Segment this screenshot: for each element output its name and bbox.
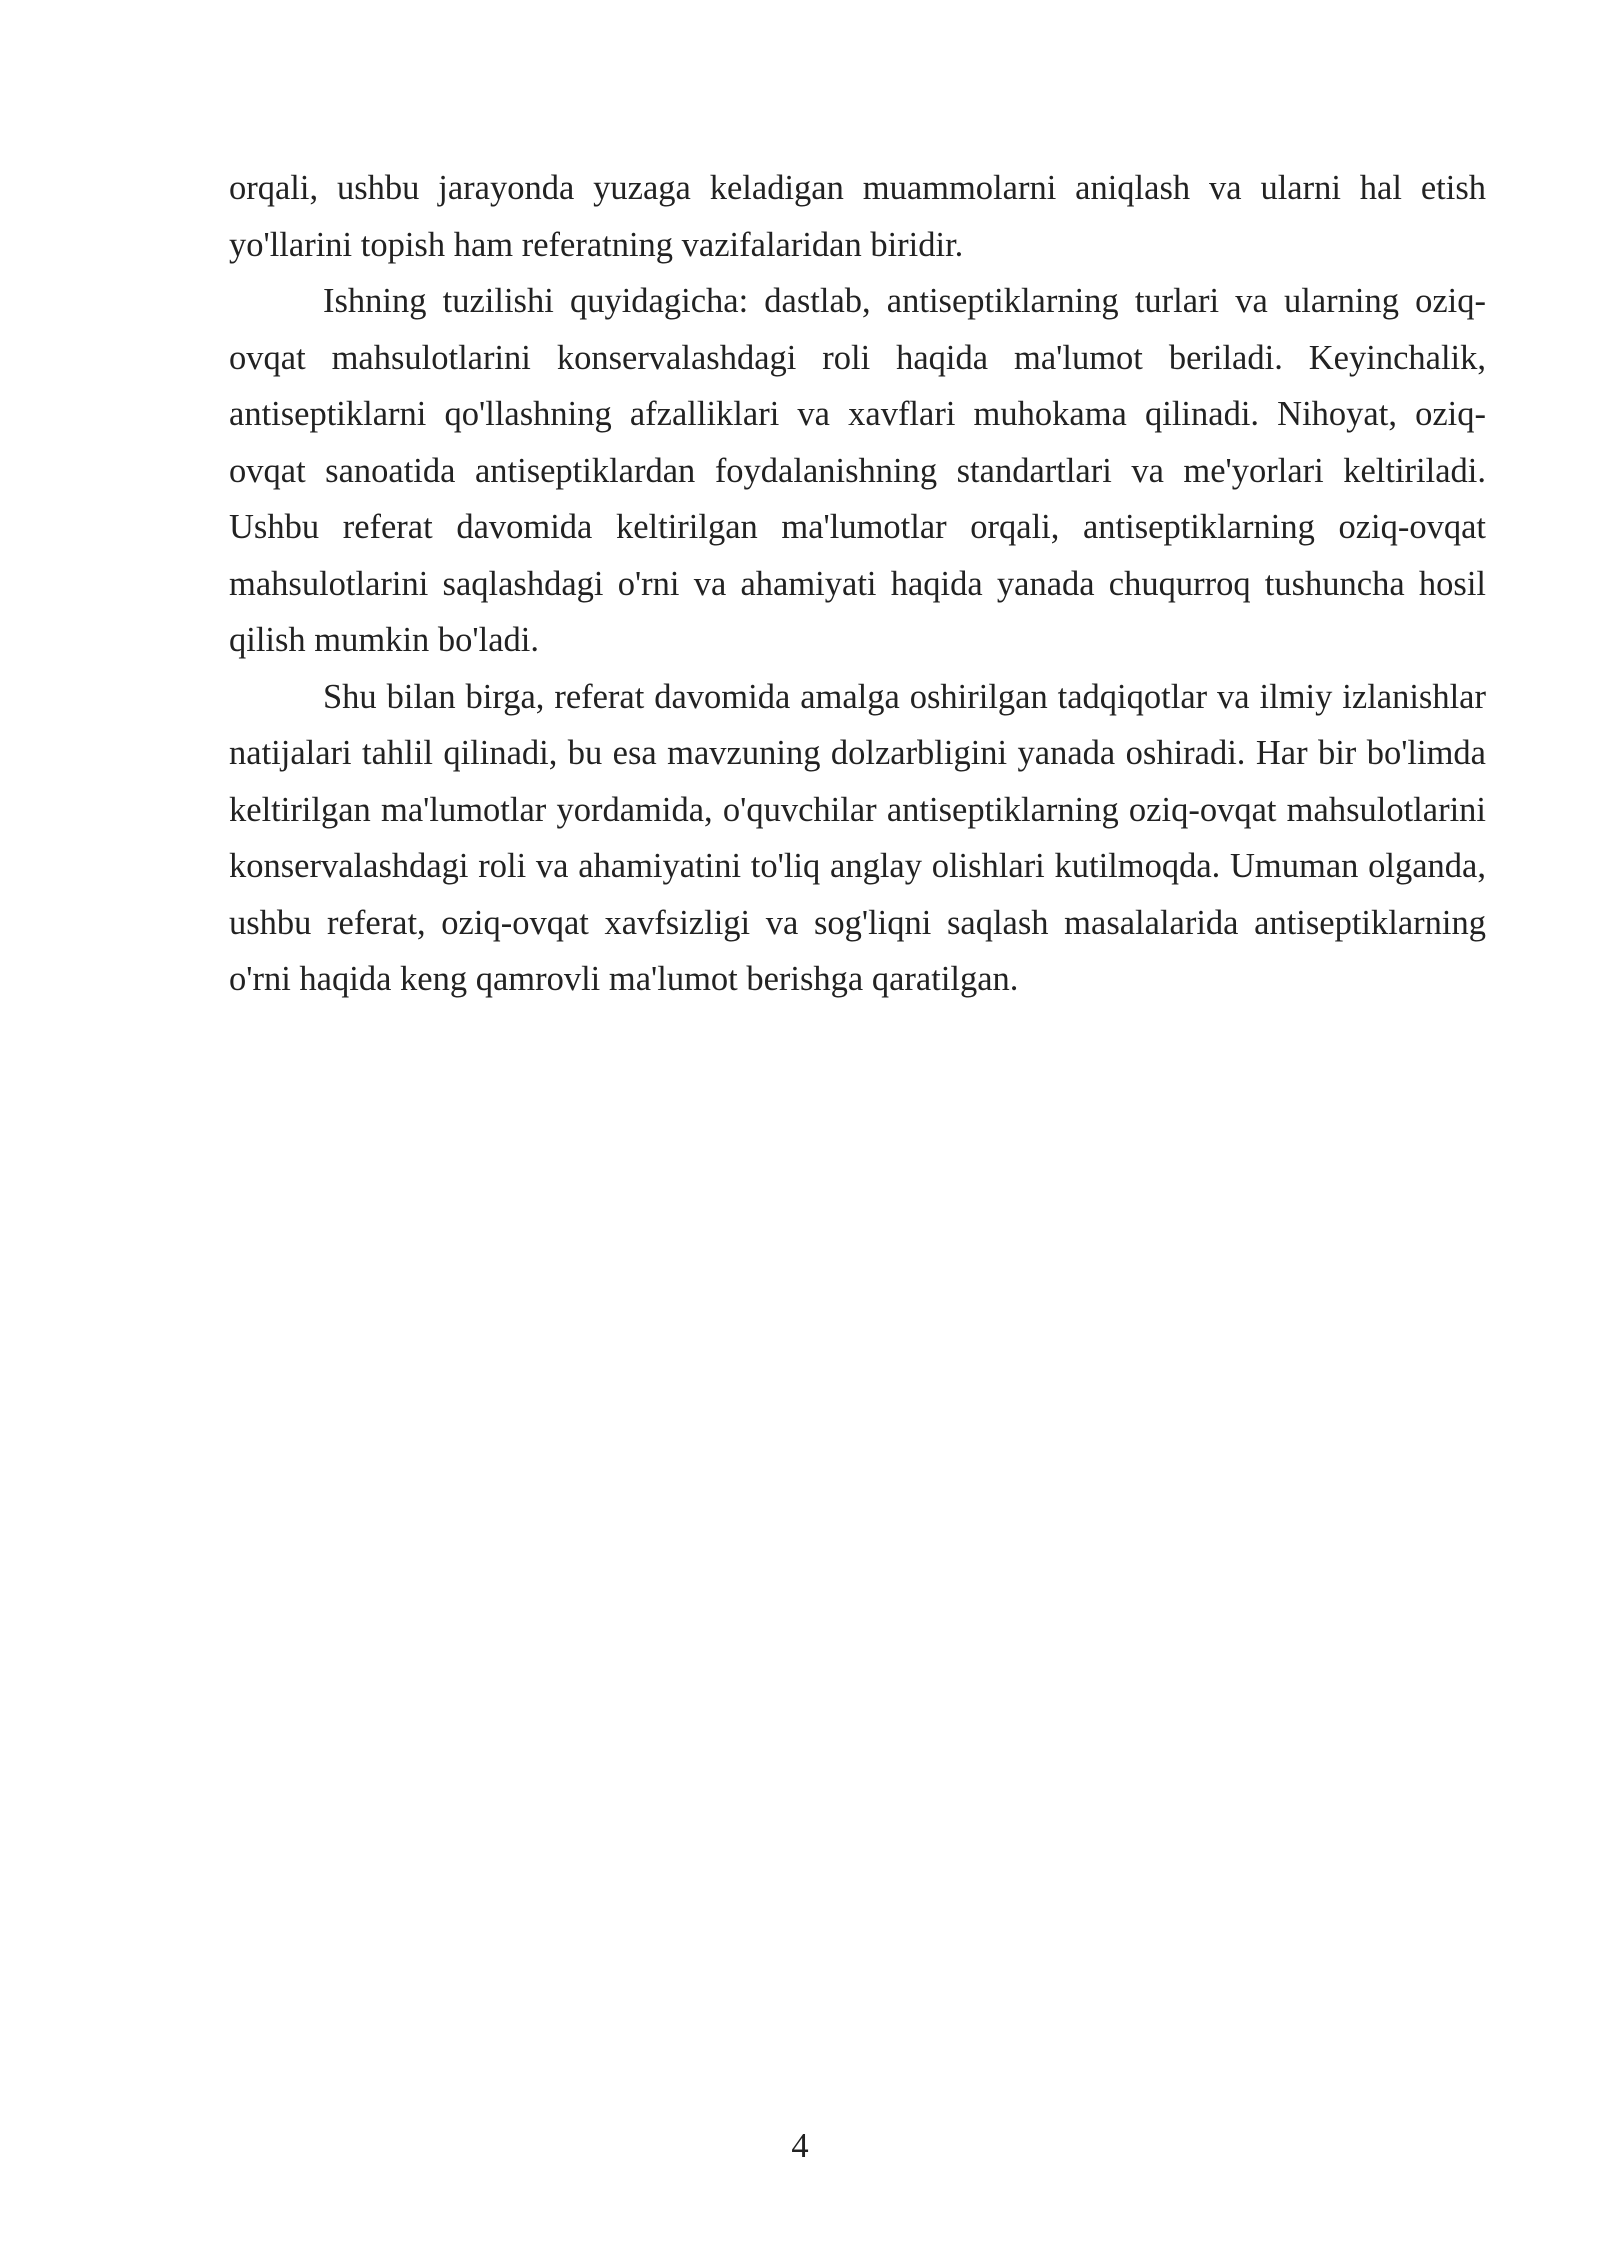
page-number: 4 bbox=[791, 2127, 809, 2165]
paragraph-research: Shu bilan birga, referat davomida amalga oshirilgan tadqiqotlar va ilmiy izlanishlar natijalari tahlil qilinadi, bu esa mavzuning dolzarbligini yanada oshiradi. Har bir bo'limda keltirilgan ma'lumotlar yordamida, o'quvchilar antiseptiklarning oziq-ovqat mahsulotlarini konservalashdagi roli va ahamiyatini to'liq anglay olishlari kutilmoqda. Umuman olganda, ushbu referat, oziq-ovqat xavfsizligi va sog'liqni saqlash masalalarida antiseptiklarning o'rni haqida keng qamrovli ma'lumot berishga qaratilgan. bbox=[229, 677, 1486, 998]
paragraph-continuation: orqali, ushbu jarayonda yuzaga keladigan muammolarni aniqlash va ularni hal etish yo'llarini topish ham referatning vazifalaridan biridir. bbox=[229, 169, 1486, 264]
body-text bbox=[229, 160, 1486, 1008]
paragraph-structure: Ishning tuzilishi quyidagicha: dastlab, antiseptiklarning turlari va ularning oziq-ovqat mahsulotlarini konservalashdagi roli haqida ma'lumot beriladi. Keyinchalik, antiseptiklarni qo'llashning afzalliklari va xavflari muhokama qilinadi. Nihoyat, oziq-ovqat sanoatida antiseptiklardan foydalanishning standartlari va me'yorlari keltiriladi. Ushbu referat davomida keltirilgan ma'lumotlar orqali, antiseptiklarning oziq-ovqat mahsulotlarini saqlashdagi o'rni va ahamiyati haqida yanada chuqurroq tushuncha hosil qilish mumkin bo'ladi. bbox=[229, 282, 1486, 659]
